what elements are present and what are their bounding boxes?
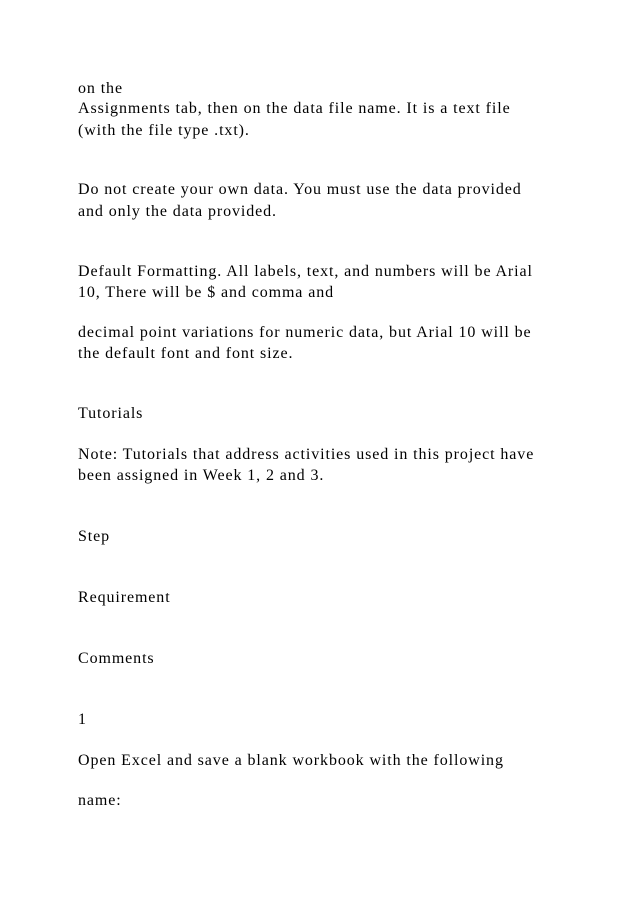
text-line-on-the: on the <box>78 80 123 97</box>
text-line-note-tutorials: Note: Tutorials that address activities used in this project have <box>78 446 535 463</box>
text-line-assignments-tab: Assignments tab, then on the data file name. It is a text file <box>78 100 511 117</box>
table-cell-step-number: 1 <box>78 711 87 728</box>
text-line-decimal-point: decimal point variations for numeric data, but Arial 10 will be <box>78 324 532 341</box>
text-line-file-type: (with the file type .txt). <box>78 122 250 139</box>
text-line-do-not-create: Do not create your own data. You must use the data provided <box>78 181 522 198</box>
text-line-default-formatting: Default Formatting. All labels, text, and numbers will be Arial <box>78 263 533 280</box>
table-cell-requirement-name: name: <box>78 792 122 809</box>
heading-tutorials: Tutorials <box>78 405 144 422</box>
table-header-comments: Comments <box>78 650 155 667</box>
text-line-week-assigned: been assigned in Week 1, 2 and 3. <box>78 467 325 484</box>
text-line-dollar-comma: 10, There will be $ and comma and <box>78 284 335 301</box>
table-cell-requirement-open-excel: Open Excel and save a blank workbook with the following <box>78 752 504 769</box>
text-line-default-font: the default font and font size. <box>78 345 294 362</box>
text-line-only-data: and only the data provided. <box>78 203 277 220</box>
table-header-requirement: Requirement <box>78 589 171 606</box>
table-header-step: Step <box>78 528 111 545</box>
